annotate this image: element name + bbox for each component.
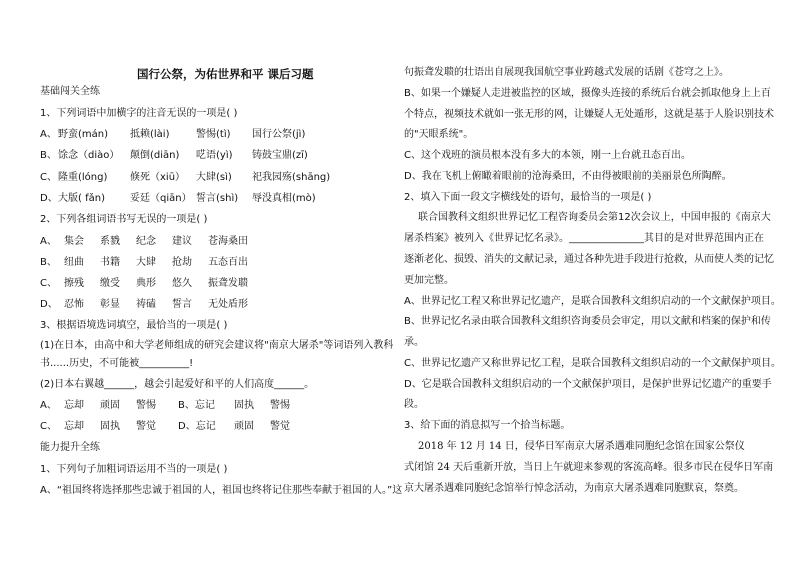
right-option-b-cont: 承。 bbox=[404, 337, 424, 348]
right-passage-4: 更加完整。 bbox=[404, 275, 454, 286]
q1-option-c: C、隆重(lóng) 倏死（xiū） 大肆(sì) 祀我园殇(shāng) bbox=[40, 172, 331, 183]
q1-option-b: B、馀念（diào） 颠倒(diān) 呓语(yì) 铸鼓宝鼎(zī) bbox=[40, 150, 308, 161]
question-1: 1、下列词语中加横字的注音无误的一项是( ) bbox=[40, 108, 238, 119]
right-option-c: C、世界记忆遗产又称世界记忆工程，是联合国教科文组织启动的一个文献保护项目。 bbox=[404, 358, 781, 369]
right-option-a: A、世界记忆工程又称世界记忆遗产，是联合国教科文组织启动的一个文献保护项目。 bbox=[404, 296, 781, 307]
section-advanced: 能力提升全练 bbox=[40, 442, 100, 453]
q3-sentence-1: (1)在日本，由高中和大学老师组成的研究会建议将"南京大屠杀"等词语列入教科 bbox=[40, 340, 394, 351]
right-question-2: 2、填入下面一段文字横线处的语句，最恰当的一项是( ) bbox=[404, 192, 652, 203]
right-passage-3: 逐渐老化、损毁、消失的文献记录，通过各种先进手段进行抢救，从而使人类的记忆 bbox=[404, 254, 774, 265]
q2-option-d: D、 忍怖 彰显 祷磕 誓言 无处盾形 bbox=[40, 299, 248, 310]
right-passage-1: 联合国教科文组织世界记忆工程咨询委员会第12次会议上，中国申报的《南京大 bbox=[418, 212, 771, 223]
section-basic: 基础闯关全练 bbox=[40, 86, 100, 97]
q2-option-a: A、 集会 系戮 纪念 建议 苍海桑田 bbox=[40, 236, 248, 247]
right-passage-2: 屠杀档案》被列入《世界记忆名录》。_______________其目的是对世界范围内正在 bbox=[404, 233, 764, 244]
q2-option-c: C、 擦残 缴受 典形 悠久 振聋发聩 bbox=[40, 278, 248, 289]
right-line-1: 句振聋发聩的壮语出自展现我国航空事业跨越式发展的话剧《苍穹之上》。 bbox=[404, 67, 729, 78]
question-2: 2、下列各组词语书写无误的一项是( ) bbox=[40, 214, 208, 225]
right-option-b: B、世界记忆名录由联合国教科文组织咨询委员会审定，用以文献和档案的保护和传 bbox=[404, 316, 771, 327]
q1-option-a: A、野蛮(mán) 抵赖(lài) 警惕(tì) 国行公祭(jì) bbox=[40, 129, 306, 140]
question-4: 1、下列句子加粗词语运用不当的一项是( ) bbox=[40, 464, 228, 475]
q3-option-cd: C、 忘却 固执 警觉 D、忘记 顽固 警觉 bbox=[40, 421, 290, 432]
q3-sentence-1-cont: 书......历史，不可能被__________! bbox=[40, 358, 194, 369]
right-line-6: D、我在飞机上俯瞰着眼前的沧海桑田，不由得被眼前的美丽景色所陶醉。 bbox=[404, 171, 732, 182]
q3-option-ab: A、 忘却 顽固 警惕 B、忘记 固执 警惕 bbox=[40, 400, 290, 411]
right-line-5: C、这个戏班的演员根本没有多大的本领，刚一上台就丑态百出。 bbox=[404, 150, 691, 161]
q1-option-d: D、大版( fǎn) 妥廷（qiān） 誓言(shì) 辱没真相(mò) bbox=[40, 193, 316, 204]
question-3: 3、根据语境选词填空，最恰当的一项是( ) bbox=[40, 320, 228, 331]
news-line-3: 京大屠杀遇难同胞纪念馆举行悼念活动，为南京大屠杀遇难同胞默哀，祭奠。 bbox=[404, 483, 744, 494]
right-question-3: 3、给下面的消息拟写一个拾当标题。 bbox=[404, 420, 571, 431]
right-option-d-cont: 段。 bbox=[404, 399, 424, 410]
q2-option-b: B、 纽曲 书籍 大肆 抢劫 五态百出 bbox=[40, 257, 248, 268]
right-line-2: B、如果一个嫌疑人走进被监控的区域，摄像头连接的系统后台就会抓取他身上上百 bbox=[404, 88, 771, 99]
q4-option-a: A、“祖国终将选择那些忠诚于祖国的人，祖国也终将记住那些奉献于祖国的人。”这 bbox=[40, 485, 403, 496]
q3-sentence-2: (2)日本右翼越______，越会引起爱好和平的人们高度______。 bbox=[40, 379, 315, 390]
right-line-3: 个特点，视频技术就如一张无形的网，让嫌疑人无处遁形，这就是基于人脸识别技术 bbox=[404, 109, 774, 120]
document-title: 国行公祭，为佑世界和平 课后习题 bbox=[137, 67, 314, 81]
news-line-1: 2018 年 12 月 14 日，侵华日军南京大屠杀遇难同胞纪念馆在国家公祭仪 bbox=[418, 441, 745, 452]
news-line-2: 式闭馆 24 天后重新开放，当日上午就迎来参观的客流高峰。很多市民在侵华日军南 bbox=[404, 462, 774, 473]
right-line-4: 的"天眼系统"。 bbox=[404, 129, 474, 140]
right-option-d: D、它是联合国教科文组织启动的一个文献保护项目，是保护世界记忆遗产的重要手 bbox=[404, 379, 772, 390]
